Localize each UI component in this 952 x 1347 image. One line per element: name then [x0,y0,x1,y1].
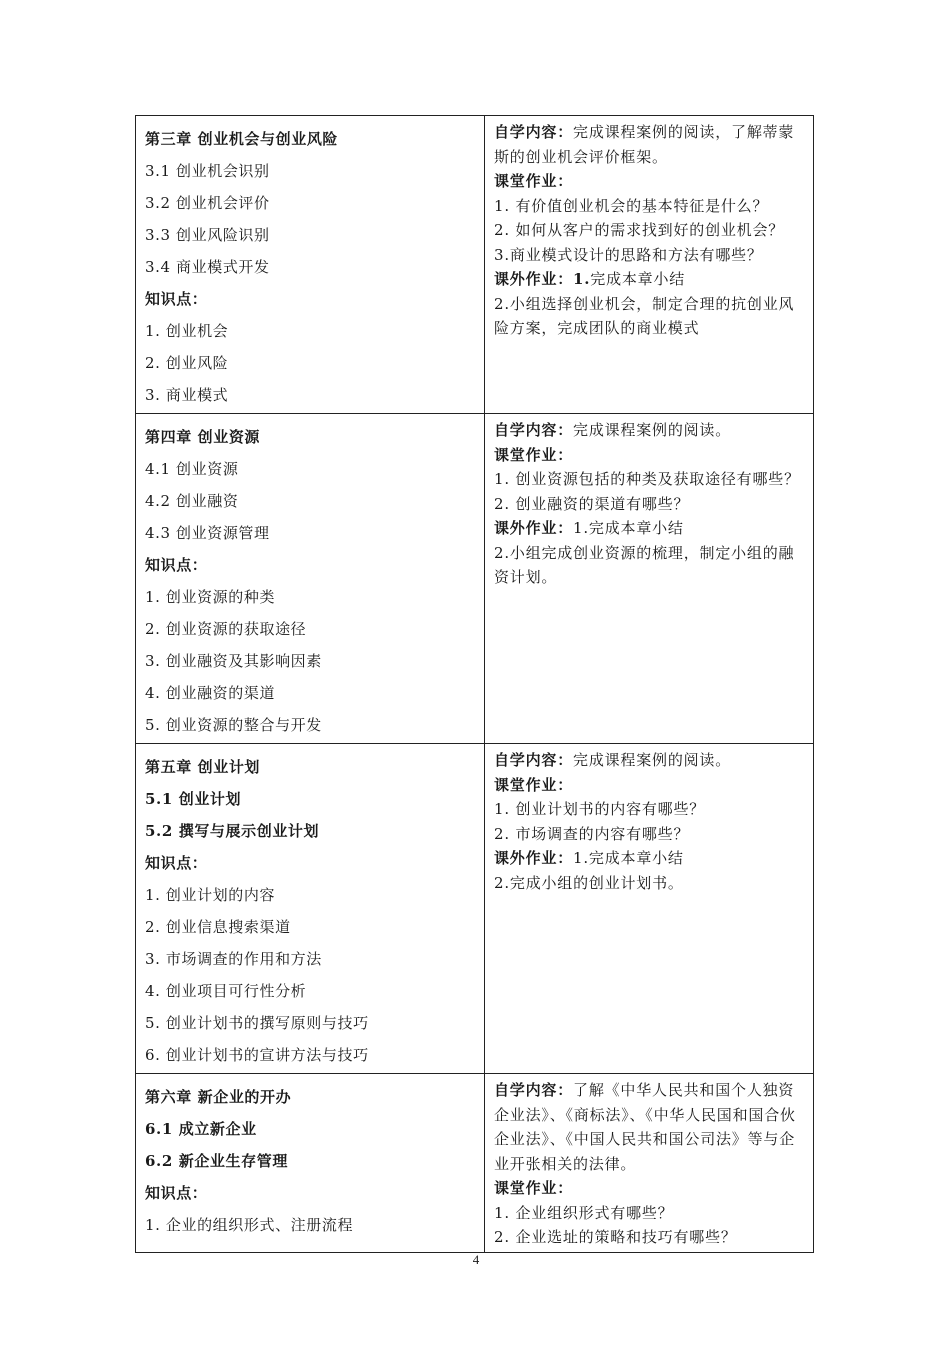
assignment-label: 课外作业： [494,519,574,537]
chapter-line: 知识点： [145,290,208,308]
chapter-line: 知识点： [145,556,208,574]
assignment-cell [485,414,814,744]
page-number: 4 [472,1252,480,1267]
assignment-line [494,822,805,847]
assignment-label: 自学内容： [494,123,574,141]
chapter-line: 1. 创业计划的内容 [145,886,276,904]
chapter-content-cell [136,1074,485,1253]
chapter-line: 知识点： [145,1184,208,1202]
assignment-text: 1. 有价值创业机会的基本特征是什么？ [494,196,769,215]
assignment-line [494,492,805,517]
assignment-line [494,773,805,798]
assignment-cell [485,744,814,1074]
assignment-text: 2.完成小组的创业计划书。 [494,873,684,892]
chapter-content-cell [136,744,485,1074]
chapter-title: 第五章 创业计划 [145,758,261,776]
assignment-cell [485,116,814,414]
assignment-line [494,871,805,896]
chapter-content-cell [136,414,485,744]
assignment-line [494,467,805,492]
assignment-line [494,748,805,773]
chapter-title: 第六章 新企业的开办 [145,1088,292,1106]
chapter-line: 3. 创业融资及其影响因素 [145,652,322,670]
assignment-text: 3.商业模式设计的思路和方法有哪些？ [494,245,763,264]
chapter-line: 6.1 成立新企业 [145,1120,257,1138]
assignment-line [494,292,805,341]
assignment-line [494,194,805,219]
syllabus-table [135,115,814,1253]
chapter-row [136,1074,814,1253]
assignment-cell [485,1074,814,1253]
assignment-line [494,797,805,822]
chapter-line: 2. 创业风险 [145,354,229,372]
assignment-line [494,1225,805,1250]
chapter-line: 2. 创业信息搜索渠道 [145,918,291,936]
chapter-line: 3. 市场调查的作用和方法 [145,950,322,968]
assignment-line [494,267,805,292]
assignment-label: 课堂作业： [494,172,574,190]
chapter-line: 2. 创业资源的获取途径 [145,620,307,638]
assignment-text: 1.完成本章小结 [573,519,684,537]
assignment-label: 课外作业： [494,849,574,867]
chapter-line: 4. 创业融资的渠道 [145,684,276,702]
assignment-label: 自学内容： [494,751,574,769]
chapter-line: 5. 创业计划书的撰写原则与技巧 [145,1014,369,1032]
chapter-line: 4.3 创业资源管理 [145,524,270,542]
chapter-line: 3.3 创业风险识别 [145,226,270,244]
assignment-line [494,1176,805,1201]
chapter-line: 3.2 创业机会评价 [145,194,270,212]
chapter-line: 4.1 创业资源 [145,460,239,478]
assignment-label: 课堂作业： [494,445,574,464]
assignment-text: 2. 创业融资的渠道有哪些？ [494,494,690,513]
assignment-text: 完成课程案例的阅读。 [573,421,732,439]
assignment-text: 2.小组完成创业资源的梳理，制定小组的融资计划。 [494,543,795,586]
chapter-line: 4.2 创业融资 [145,492,239,510]
chapter-line: 1. 企业的组织形式、注册流程 [145,1216,354,1234]
chapter-line: 3.1 创业机会识别 [145,162,270,180]
assignment-line [494,418,805,443]
chapter-row [136,116,814,414]
syllabus-table-body [136,116,814,1253]
assignment-text: 1. 企业组织形式有哪些？ [494,1203,674,1222]
assignment-line [494,846,805,871]
assignment-text: 1. 创业资源包括的种类及获取途径有哪些？ [494,470,800,488]
assignment-label: 课堂作业： [494,775,574,794]
assignment-text: 完成课程案例的阅读。 [573,751,732,769]
assignment-text: 1.完成本章小结 [573,849,684,867]
assignment-text: 2.小组选择创业机会，制定合理的抗创业风险方案，完成团队的商业模式 [494,294,795,337]
assignment-text: 完成本章小结 [590,270,686,288]
chapter-row [136,744,814,1074]
chapter-line: 6.2 新企业生存管理 [145,1152,288,1170]
assignment-text: 2. 企业选址的策略和技巧有哪些？ [494,1228,737,1246]
assignment-line [494,1201,805,1226]
assignment-line [494,218,805,243]
assignment-label: 自学内容： [494,1081,574,1099]
chapter-line: 6. 创业计划书的宣讲方法与技巧 [145,1046,369,1064]
assignment-line [494,120,805,169]
assignment-line [494,1078,805,1176]
assignment-text: 2. 市场调查的内容有哪些？ [494,824,690,843]
assignment-text: 1. 创业计划书的内容有哪些？ [494,800,706,818]
assignment-text: 完成课程案例的阅读，了解蒂蒙斯的创业机会评价框架。 [494,123,795,166]
assignment-label: 自学内容： [494,421,574,439]
assignment-text: 2. 如何从客户的需求找到好的创业机会？ [494,221,785,239]
assignment-line [494,516,805,541]
assignment-label: 课堂作业： [494,1179,574,1197]
chapter-line: 5. 创业资源的整合与开发 [145,716,322,734]
chapter-title: 第三章 创业机会与创业风险 [145,130,339,148]
chapter-row [136,414,814,744]
chapter-line: 3. 商业模式 [145,386,229,404]
chapter-line: 知识点： [145,854,208,872]
assignment-line [494,169,805,194]
assignment-line [494,243,805,268]
chapter-line: 1. 创业机会 [145,322,229,340]
assignment-line [494,443,805,468]
chapter-content-cell [136,116,485,414]
chapter-title: 第四章 创业资源 [145,428,261,446]
chapter-line: 3.4 商业模式开发 [145,258,270,276]
chapter-line: 4. 创业项目可行性分析 [145,982,307,1000]
assignment-text: 了解《中华人民共和国个人独资企业法》、《商标法》、《中华人民国和国合伙企业法》、《中国人民共和国公司法》等与企业开张相关的法律。 [494,1081,796,1173]
chapter-line: 5.1 创业计划 [145,790,242,808]
assignment-line [494,541,805,590]
chapter-line: 5.2 撰写与展示创业计划 [145,822,320,840]
chapter-line: 1. 创业资源的种类 [145,588,276,606]
assignment-label: 课外作业：1. [494,270,591,288]
